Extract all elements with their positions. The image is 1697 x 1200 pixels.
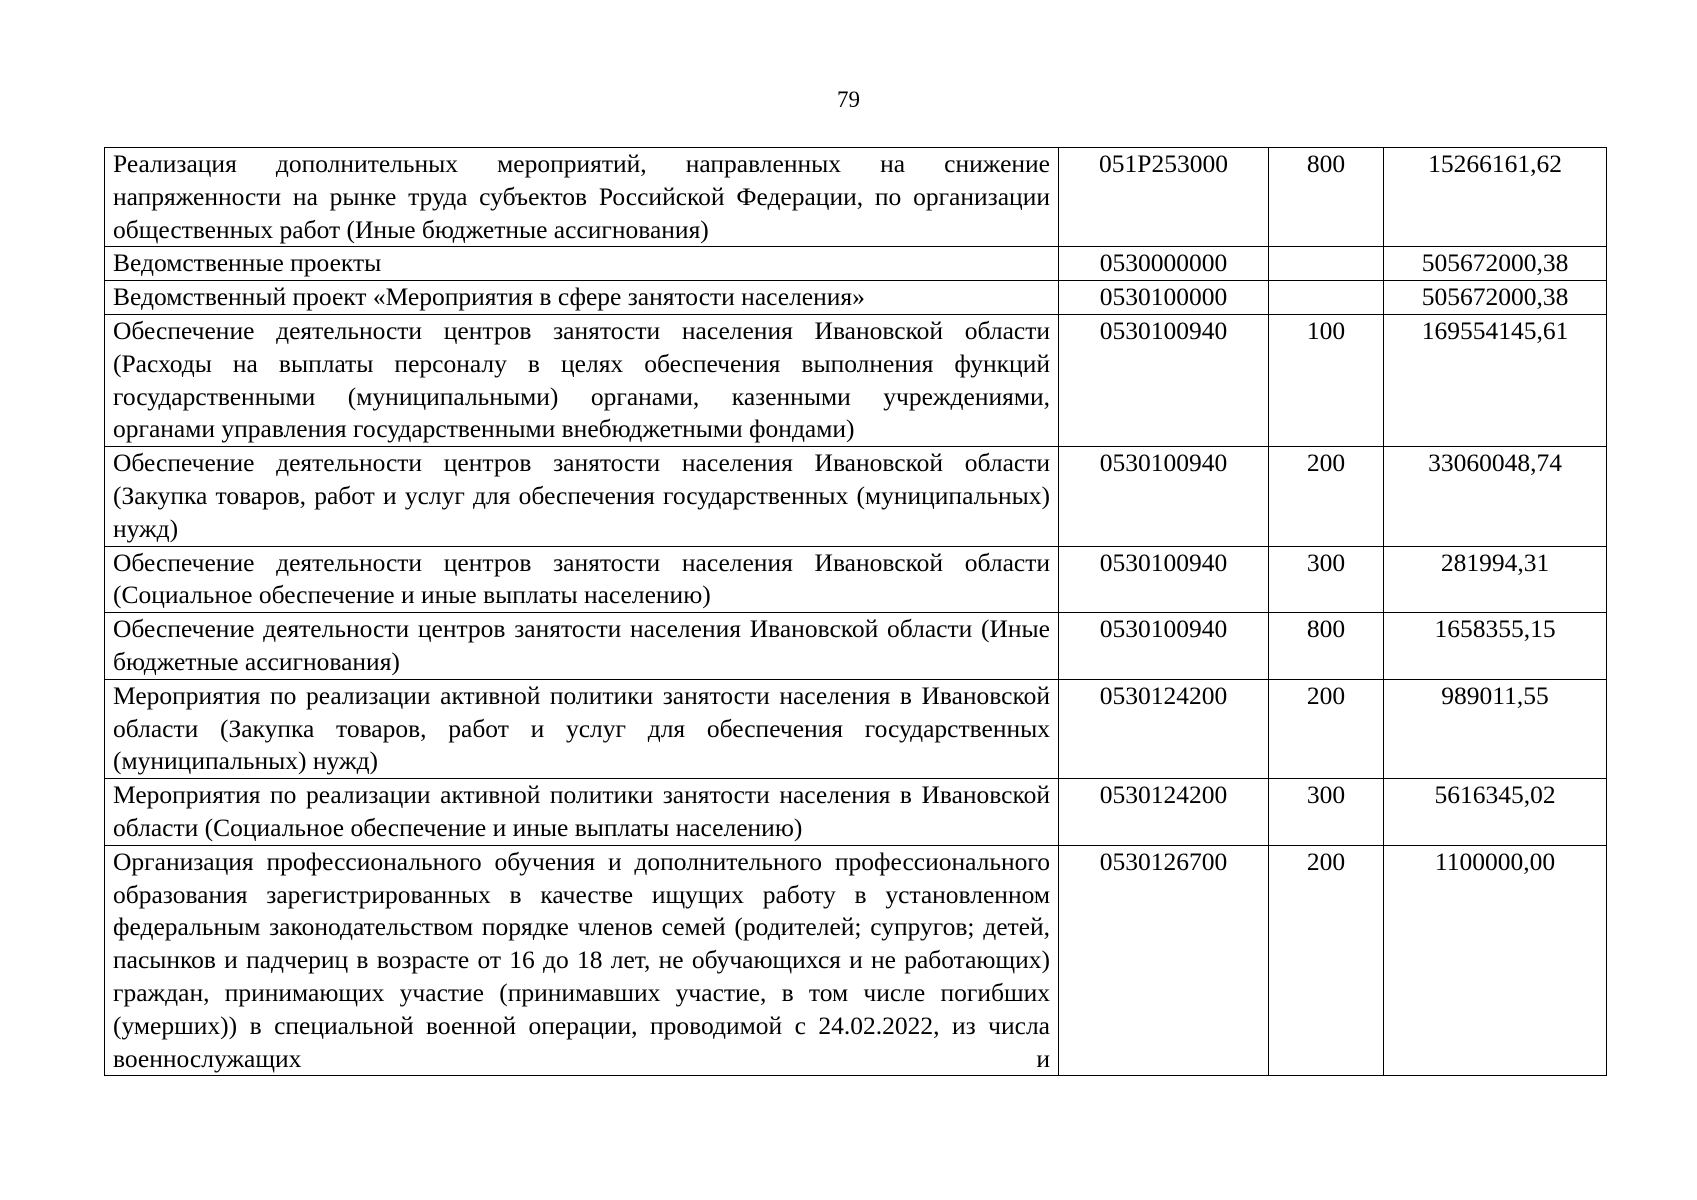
target-article-code-cell: 0530100940	[1059, 546, 1269, 613]
target-article-code-cell: 0530100940	[1059, 314, 1269, 446]
expense-name-cell: Ведомственный проект «Мероприятия в сфере занятости населения»	[105, 281, 1059, 315]
expense-name-cell: Обеспечение деятельности центров занятости населения Ивановской области (Расходы на выплаты персоналу в целях обеспечения выполнения функций государственными (муниципальными) органами, казенными учреждениями, органами управления государственными внебюджетными фондами)	[105, 314, 1059, 446]
target-article-code-cell: 051P253000	[1059, 148, 1269, 247]
amount-cell: 281994,31	[1384, 546, 1607, 613]
amount-cell: 505672000,38	[1384, 281, 1607, 315]
table-row	[105, 679, 1607, 778]
budget-table	[104, 147, 1607, 1076]
expense-type-cell: 200	[1269, 845, 1384, 1076]
expense-type-cell: 200	[1269, 447, 1384, 546]
table-row	[105, 447, 1607, 546]
page-number: 79	[837, 87, 860, 112]
expense-type-cell: 800	[1269, 613, 1384, 680]
expense-type-cell: 800	[1269, 148, 1384, 247]
expense-name-cell: Обеспечение деятельности центров занятости населения Ивановской области (Социальное обеспечение и иные выплаты населению)	[105, 546, 1059, 613]
expense-name-cell: Мероприятия по реализации активной политики занятости населения в Ивановской области (Закупка товаров, работ и услуг для обеспечения государственных (муниципальных) нужд)	[105, 679, 1059, 778]
expense-name-cell: Ведомственные проекты	[105, 247, 1059, 281]
expense-name-cell: Реализация дополнительных мероприятий, направленных на снижение напряженности на рынке труда субъектов Российской Федерации, по организации общественных работ (Иные бюджетные ассигнования)	[105, 148, 1059, 247]
expense-name-cell: Обеспечение деятельности центров занятости населения Ивановской области (Иные бюджетные ассигнования)	[105, 613, 1059, 680]
amount-cell: 1658355,15	[1384, 613, 1607, 680]
target-article-code-cell: 0530100000	[1059, 281, 1269, 315]
table-row	[105, 148, 1607, 247]
target-article-code-cell: 0530126700	[1059, 845, 1269, 1076]
target-article-code-cell: 0530100940	[1059, 613, 1269, 680]
expense-name-cell: Мероприятия по реализации активной политики занятости населения в Ивановской области (Социальное обеспечение и иные выплаты населению)	[105, 779, 1059, 846]
table-row	[105, 314, 1607, 446]
amount-cell: 1100000,00	[1384, 845, 1607, 1076]
target-article-code-cell: 0530124200	[1059, 779, 1269, 846]
amount-cell: 15266161,62	[1384, 148, 1607, 247]
table-row	[105, 779, 1607, 846]
amount-cell: 5616345,02	[1384, 779, 1607, 846]
table-row	[105, 845, 1607, 1076]
table-row	[105, 546, 1607, 613]
target-article-code-cell: 0530100940	[1059, 447, 1269, 546]
table-row	[105, 247, 1607, 281]
expense-type-cell	[1269, 247, 1384, 281]
table-row	[105, 613, 1607, 680]
amount-cell: 33060048,74	[1384, 447, 1607, 546]
amount-cell: 989011,55	[1384, 679, 1607, 778]
budget-table-body	[105, 148, 1607, 1076]
expense-name-cell: Обеспечение деятельности центров занятости населения Ивановской области (Закупка товаров, работ и услуг для обеспечения государственных (муниципальных) нужд)	[105, 447, 1059, 546]
expense-type-cell: 300	[1269, 546, 1384, 613]
target-article-code-cell: 0530124200	[1059, 679, 1269, 778]
amount-cell: 505672000,38	[1384, 247, 1607, 281]
amount-cell: 169554145,61	[1384, 314, 1607, 446]
expense-name-cell: Организация профессионального обучения и дополнительного профессионального образования зарегистрированных в качестве ищущих работу в установленном федеральным законодательством порядке членов семей (родителей; супругов; детей, пасынков и падчериц в возрасте от 16 до 18 лет, не обучающихся и не работающих) граждан, принимающих участие (принимавших участие, в том числе погибших (умерших)) в специальной военной операции, проводимой с 24.02.2022, из числа военнослужащих и	[105, 845, 1059, 1076]
expense-type-cell	[1269, 281, 1384, 315]
table-row	[105, 281, 1607, 315]
expense-type-cell: 100	[1269, 314, 1384, 446]
expense-type-cell: 300	[1269, 779, 1384, 846]
target-article-code-cell: 0530000000	[1059, 247, 1269, 281]
expense-type-cell: 200	[1269, 679, 1384, 778]
